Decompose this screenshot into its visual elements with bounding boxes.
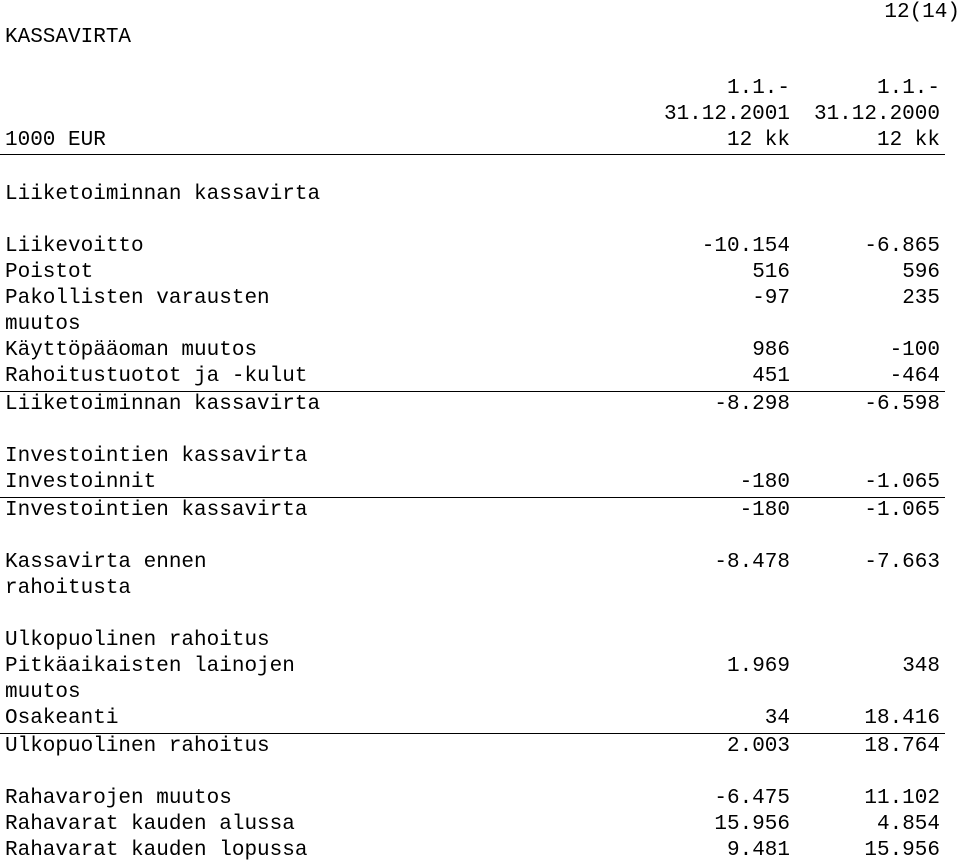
value-2000: -100 bbox=[889, 339, 940, 362]
unit-label: 1000 EUR bbox=[5, 129, 106, 152]
col2-period-end: 31.12.2000 bbox=[813, 103, 940, 126]
total-2001: -180 bbox=[739, 499, 790, 522]
section-heading-investing: Investointien kassavirta bbox=[5, 445, 308, 468]
row-label: Liikevoitto bbox=[5, 235, 144, 258]
total-label: Investointien kassavirta bbox=[5, 499, 308, 522]
value-2001: 986 bbox=[752, 339, 790, 362]
value-2001: 9.481 bbox=[726, 839, 790, 862]
total-label: Ulkopuolinen rahoitus bbox=[5, 735, 270, 758]
row-label: Pakollisten varausten bbox=[5, 287, 270, 310]
section-heading-operating: Liiketoiminnan kassavirta bbox=[5, 183, 321, 206]
row-label: Rahoitustuotot ja -kulut bbox=[5, 365, 308, 388]
row-label: Osakeanti bbox=[5, 707, 119, 730]
value-2000: 348 bbox=[902, 655, 940, 678]
total-label: Liiketoiminnan kassavirta bbox=[5, 393, 321, 416]
page-number: 12(14) bbox=[884, 1, 960, 24]
value-2000: -6.865 bbox=[864, 235, 940, 258]
value-2001: -97 bbox=[752, 287, 790, 310]
value-2000: 11.102 bbox=[864, 787, 940, 810]
total-2001: -8.298 bbox=[714, 393, 790, 416]
row-label: Rahavarat kauden lopussa bbox=[5, 839, 308, 862]
row-label: Kassavirta ennen bbox=[5, 551, 207, 574]
col1-period-start: 1.1.- bbox=[726, 77, 790, 100]
total-2000: -6.598 bbox=[864, 393, 940, 416]
value-2001: 451 bbox=[752, 365, 790, 388]
value-2001: 1.969 bbox=[726, 655, 790, 678]
value-2001: 516 bbox=[752, 261, 790, 284]
row-label: Investoinnit bbox=[5, 471, 157, 494]
value-2000: -7.663 bbox=[864, 551, 940, 574]
value-2001: -8.478 bbox=[714, 551, 790, 574]
page-title: KASSAVIRTA bbox=[5, 26, 132, 49]
row-label-continued: muutos bbox=[5, 681, 81, 704]
row-label: Poistot bbox=[5, 261, 94, 284]
value-2000: -1.065 bbox=[864, 471, 940, 494]
value-2001: 34 bbox=[764, 707, 790, 730]
value-2000: 596 bbox=[902, 261, 940, 284]
value-2001: -10.154 bbox=[701, 235, 790, 258]
value-2000: 235 bbox=[902, 287, 940, 310]
total-2000: -1.065 bbox=[864, 499, 940, 522]
col2-period-length: 12 kk bbox=[876, 129, 940, 152]
value-2001: -180 bbox=[739, 471, 790, 494]
row-label: Rahavarat kauden alussa bbox=[5, 813, 295, 836]
col2-period-start: 1.1.- bbox=[876, 77, 940, 100]
row-label: Pitkäaikaisten lainojen bbox=[5, 655, 295, 678]
row-label: Rahavarojen muutos bbox=[5, 787, 232, 810]
col1-period-end: 31.12.2001 bbox=[663, 103, 790, 126]
col1-period-length: 12 kk bbox=[726, 129, 790, 152]
value-2000: 15.956 bbox=[864, 839, 940, 862]
total-2001: 2.003 bbox=[726, 735, 790, 758]
value-2000: -464 bbox=[889, 365, 940, 388]
value-2000: 4.854 bbox=[876, 813, 940, 836]
value-2000: 18.416 bbox=[864, 707, 940, 730]
row-label: Käyttöpääoman muutos bbox=[5, 339, 258, 362]
value-2001: -6.475 bbox=[714, 787, 790, 810]
row-label-continued: muutos bbox=[5, 313, 81, 336]
value-2001: 15.956 bbox=[714, 813, 790, 836]
header-rule bbox=[0, 154, 945, 155]
section-heading-financing: Ulkopuolinen rahoitus bbox=[5, 629, 270, 652]
row-label-continued: rahoitusta bbox=[5, 577, 132, 600]
total-2000: 18.764 bbox=[864, 735, 940, 758]
